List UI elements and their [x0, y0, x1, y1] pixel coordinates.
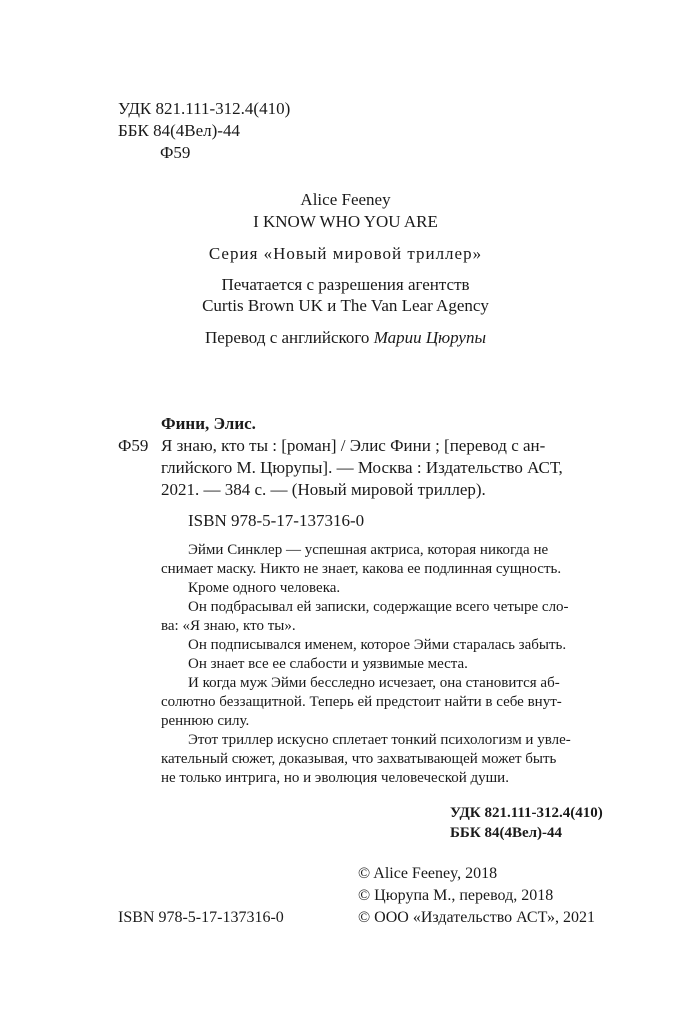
translator-name: Марии Цюрупы	[373, 328, 486, 347]
annotation-line: Этот триллер искусно сплетает тонкий психологизм и увле-	[188, 732, 571, 748]
catalog-desc-line-3: 2021. — 384 с. — (Новый мировой триллер).	[161, 480, 486, 499]
annotation-line: реннюю силу.	[161, 713, 250, 729]
catalog-author-heading: Фини, Элис.	[161, 414, 256, 433]
bottom-bbk-code: ББК 84(4Вел)-44	[450, 825, 563, 841]
annotation-line: ва: «Я знаю, кто ты».	[161, 618, 296, 634]
annotation-line: не только интрига, но и эволюция человеческой души.	[161, 770, 509, 786]
catalog-desc-line-1: Я знаю, кто ты : [роман] / Элис Фини ; [перевод с ан-	[161, 436, 546, 455]
annotation-line: Он подбрасывал ей записки, содержащие всего четыре сло-	[188, 599, 569, 615]
permission-line-1: Печатается с разрешения агентств	[221, 275, 470, 294]
annotation-line: солютно беззащитной. Теперь ей предстоит найти в себе внут-	[161, 694, 562, 710]
annotation-line: снимает маску. Никто не знает, какова ее подлинная сущность.	[161, 561, 562, 577]
catalog-desc-line-2: глийского М. Цюрупы]. — Москва : Издательство АСТ,	[161, 458, 563, 477]
annotation-line: И когда муж Эйми бесследно исчезает, она становится аб-	[188, 675, 560, 691]
copyright-author: © Alice Feeney, 2018	[358, 865, 498, 882]
author-mark: Ф59	[160, 143, 191, 162]
translation-prefix: Перевод с английского	[205, 328, 374, 347]
permission-line-2: Curtis Brown UK и The Van Lear Agency	[202, 296, 489, 315]
catalog-isbn: ISBN 978-5-17-137316-0	[188, 511, 365, 530]
copyright-publisher: © ООО «Издательство АСТ», 2021	[358, 909, 595, 926]
annotation-line: Он подписывался именем, которое Эйми старалась забыть.	[188, 637, 567, 653]
footer-isbn: ISBN 978-5-17-137316-0	[118, 909, 284, 926]
bottom-udk-code: УДК 821.111-312.4(410)	[450, 805, 603, 821]
udk-code: УДК 821.111-312.4(410)	[118, 99, 291, 118]
translation-credit	[0, 327, 691, 348]
annotation-line: Кроме одного человека.	[188, 580, 341, 596]
annotation-line: кательный сюжет, доказывая, что захватывающей может быть	[161, 751, 557, 767]
catalog-mark: Ф59	[118, 436, 149, 455]
author-name-en: Alice Feeney	[300, 190, 391, 209]
annotation-line: Эйми Синклер — успешная актриса, которая никогда не	[188, 542, 549, 558]
copyright-translation: © Цюрупа М., перевод, 2018	[358, 887, 554, 904]
bbk-code: ББК 84(4Вел)-44	[118, 121, 240, 140]
annotation-line: Он знает все ее слабости и уязвимые места.	[188, 656, 468, 672]
series-line: Серия «Новый мировой триллер»	[208, 244, 483, 263]
book-title-en: I KNOW WHO YOU ARE	[253, 212, 438, 231]
